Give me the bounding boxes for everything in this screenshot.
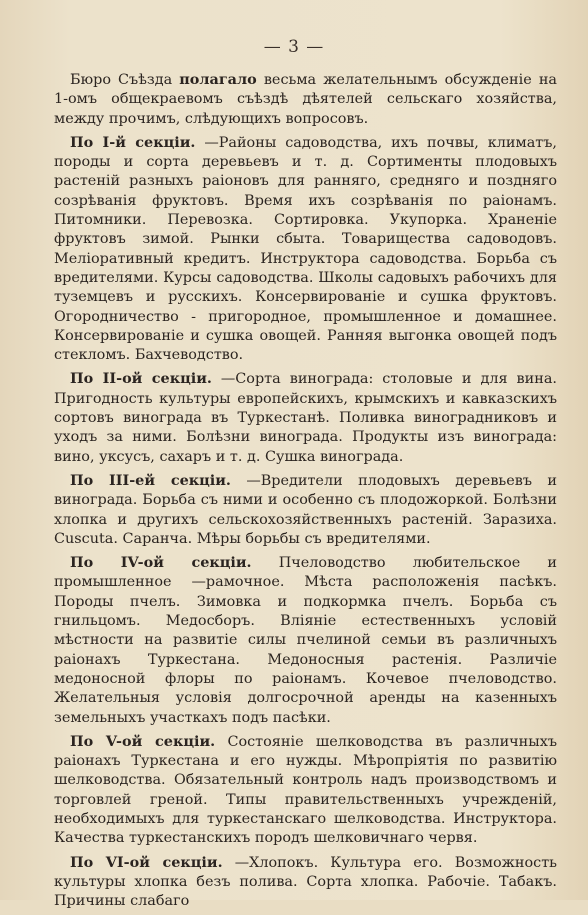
section-heading: По VI-ой секціи. — [70, 853, 223, 871]
section-text: Пчеловодство любительское и промышленное —рамочное. Мѣста расположенія пасѣкъ. Породы пчелъ. Зимовка и подкормка пчелъ. Борьба съ гнильцомъ. Медосборъ. Вліяніе естественныхъ условій мѣстности на развитіе силы пчелиной семьи въ различныхъ раіонахъ Туркестана. Медоносныя растенія. Различіе медоносной флоры по раіонамъ. Кочевое пчеловодство. Желательныя условія долгосрочной аренды на казенныхъ земельныхъ участкахъ подъ пасѣки. — [54, 555, 557, 726]
section-heading: По II-ой секціи. — [70, 370, 212, 388]
page-number: — 3 — — [263, 37, 325, 57]
section-paragraph-4 — [54, 553, 557, 728]
section-paragraph-3 — [54, 471, 557, 549]
section-paragraph-6 — [54, 853, 557, 912]
section-heading: По V-ой секціи. — [70, 732, 216, 750]
section-text: Состояніе шелководства въ различныхъ раіонахъ Туркестана и его нужды. Мѣропріятія по развитію шелководства. Обязательный контроль надъ производствомъ и торговлей греной. Типы правительственныхъ учрежденій, необходимыхъ для туркестанскаго шелководства. Инструктора. Качества туркестанскихъ породъ шелковичнаго червя. — [54, 733, 557, 847]
section-heading: По I-й секціи. — [70, 133, 196, 151]
section-text: —Хлопокъ. Культура его. Возможность культуры хлопка безъ полива. Сорта хлопка. Рабочіе. Табакъ. Причины слабаго — [54, 854, 557, 910]
intro-text-end: весьма желательнымъ обсужденіе на 1-омъ общекраевомъ съѣздѣ дѣятелей сельскаго хозяйства, между прочимъ, слѣдующихъ вопросовъ. — [54, 72, 558, 127]
section-text: —Районы садоводства, ихъ почвы, климатъ, породы и сорта деревьевъ и т. д. Сортименты плодовыхъ растеній разныхъ раіоновъ для ранняго, средняго и поздняго созрѣванія фруктовъ. Время ихъ созрѣванія по раіонамъ. Питомники. Перевозка. Сортировка. Укупорка. Храненіе фруктовъ зимой. Рынки сбыта. Товарищества садоводовъ. Меліоративный кредитъ. Инструктора садоводства. Борьба съ вредителями. Курсы садоводства. Школы садовыхъ рабочихъ для туземцевъ и русскихъ. Консервированіе и сушка фруктовъ. Огородничество - пригородное, промышленное и домашнее. Консервированіе и сушка овощей. Ранняя выгонка овощей подъ стекломъ. Бахчеводство. — [54, 134, 557, 364]
section-paragraph-2 — [54, 369, 557, 466]
section-heading: По IV-ой секціи. — [70, 554, 252, 572]
section-paragraph-5 — [54, 732, 557, 849]
section-paragraph-1 — [54, 133, 557, 366]
section-text: —Сорта винограда: столовые и для вина. Пригодность культуры европейскихъ, крымскихъ и кавказскихъ сортовъ винограда въ Туркестанѣ. Поливка виноградниковъ и уходъ за ними. Болѣзни винограда. Продукты изъ винограда: вино, уксусъ, сахаръ и т. д. Сушка винограда. — [54, 371, 557, 465]
intro-text-start: Бюро Съѣзда — [70, 72, 180, 88]
document-body — [54, 70, 557, 915]
section-text: —Вредители плодовыхъ деревьевъ и винограда. Борьба съ ними и особенно съ плодожоркой. Болѣзни хлопка и другихъ сельскохозяйственныхъ растеній. Заразиха. Cuscuta. Саранча. Мѣры борьбы съ вредителями. — [54, 472, 558, 547]
intro-emphasis: полагало — [179, 71, 257, 88]
section-heading: По III-ей секціи. — [70, 471, 231, 489]
intro-paragraph — [54, 70, 557, 129]
